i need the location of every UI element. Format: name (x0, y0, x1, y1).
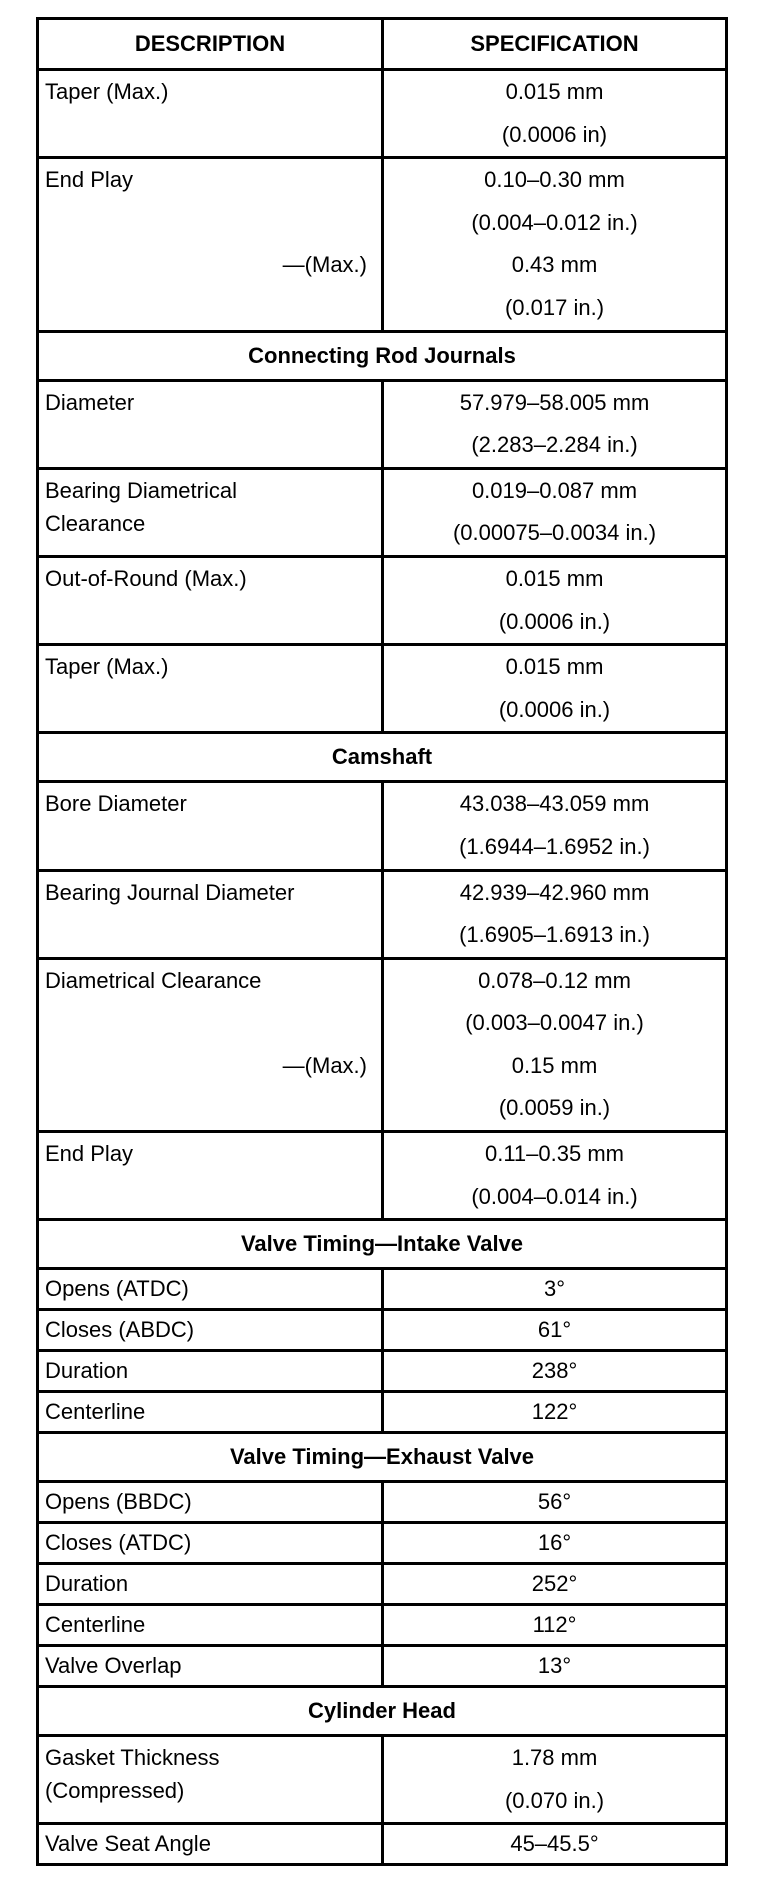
specification-cell (384, 646, 725, 731)
section-title: Connecting Rod Journals (248, 342, 516, 368)
section-header-row (39, 1685, 725, 1734)
specification-text: (1.6905–1.6913 in.) (459, 922, 650, 948)
specification-text: 112° (532, 1612, 577, 1638)
specification-text: (0.0006 in.) (498, 608, 611, 634)
specification-text: 16° (537, 1530, 572, 1556)
table-row (39, 1521, 725, 1562)
header-description: DESCRIPTION (39, 20, 384, 68)
section-header-row (39, 731, 725, 780)
specification-cell (384, 470, 725, 555)
description-cell (39, 382, 384, 467)
description-text: Diameter (45, 389, 135, 415)
specification-text: 1.78 mm (511, 1745, 598, 1771)
description-cell (39, 1352, 384, 1390)
description-text: Closes (ATDC) (45, 1530, 192, 1556)
description-text: Gasket Thickness (45, 1745, 220, 1771)
description-text: End Play (45, 1141, 134, 1167)
section-header-row (39, 1218, 725, 1267)
table-row (39, 1562, 725, 1603)
description-cell (39, 159, 384, 329)
table-header-row (39, 20, 725, 68)
specification-text: 61° (537, 1317, 572, 1343)
specification-text: 0.015 mm (505, 565, 604, 591)
description-text: Closes (ABDC) (45, 1317, 195, 1343)
table-row (39, 1390, 725, 1431)
table-row (39, 1308, 725, 1349)
specification-text: 3° (543, 1276, 566, 1302)
table-row (39, 68, 725, 156)
description-text: Clearance (45, 510, 146, 536)
max-label: —(Max.) (282, 1052, 367, 1078)
specification-cell (384, 1737, 725, 1822)
table-row (39, 467, 725, 555)
description-text: End Play (45, 167, 134, 193)
description-cell (39, 1825, 384, 1863)
specification-text: (0.0006 in.) (498, 696, 611, 722)
specification-cell (384, 1270, 725, 1308)
table-row (39, 1822, 725, 1863)
description-cell (39, 1524, 384, 1562)
table-row (39, 1603, 725, 1644)
specification-text: (2.283–2.284 in.) (471, 432, 638, 458)
table-row (39, 643, 725, 731)
specifications-table (36, 17, 728, 1866)
specification-text: 56° (537, 1489, 572, 1515)
description-text: Taper (Max.) (45, 79, 169, 104)
table-row (39, 869, 725, 957)
specification-text: (0.0006 in) (501, 121, 608, 147)
description-text: Opens (BBDC) (45, 1489, 192, 1515)
specification-cell (384, 558, 725, 643)
section-title: Valve Timing—Intake Valve (240, 1231, 524, 1257)
specification-text: 238° (531, 1358, 578, 1384)
description-text: Valve Overlap (45, 1653, 182, 1679)
description-text: Valve Seat Angle (45, 1831, 211, 1857)
description-text: Bearing Diametrical (45, 477, 237, 503)
specification-cell (384, 1311, 725, 1349)
description-text: Centerline (45, 1399, 146, 1425)
specification-cell (384, 382, 725, 467)
specification-text: (0.004–0.012 in.) (471, 209, 638, 235)
header-specification: SPECIFICATION (470, 31, 639, 56)
specification-text: (0.017 in.) (504, 294, 605, 320)
specification-text: 0.15 mm (511, 1052, 598, 1078)
table-row (39, 957, 725, 1130)
description-cell (39, 1393, 384, 1431)
table-row (39, 156, 725, 329)
description-cell (39, 960, 384, 1130)
section-title: Camshaft (331, 744, 433, 770)
description-cell (39, 783, 384, 868)
specification-cell (384, 1524, 725, 1562)
description-cell (39, 1270, 384, 1308)
specification-text: (0.003–0.0047 in.) (465, 1010, 644, 1036)
table-row (39, 1267, 725, 1308)
specification-text: 252° (531, 1571, 578, 1597)
description-cell (39, 1311, 384, 1349)
specification-cell (384, 960, 725, 1130)
description-cell (39, 71, 384, 156)
table-row (39, 1480, 725, 1521)
specification-text: 0.10–0.30 mm (484, 167, 625, 193)
specification-cell (384, 783, 725, 868)
description-text: Diametrical Clearance (45, 967, 262, 993)
specification-text: 45–45.5° (510, 1831, 599, 1857)
description-text: Bore Diameter (45, 791, 187, 817)
specification-cell (384, 1352, 725, 1390)
table-row (39, 1644, 725, 1685)
specification-text: 122° (531, 1399, 578, 1425)
specification-text: (0.004–0.014 in.) (471, 1183, 638, 1209)
specification-text: 0.43 mm (511, 252, 598, 278)
table-row (39, 555, 725, 643)
table-row (39, 780, 725, 868)
description-cell (39, 872, 384, 957)
section-header-row (39, 330, 725, 379)
max-label: —(Max.) (282, 252, 367, 278)
description-text: Opens (ATDC) (45, 1276, 189, 1302)
specification-cell (384, 1565, 725, 1603)
specification-cell (384, 1133, 725, 1218)
description-text: (Compressed) (45, 1778, 185, 1804)
description-cell (39, 646, 384, 731)
specification-text: 43.038–43.059 mm (459, 791, 650, 817)
specification-cell (384, 1606, 725, 1644)
specification-cell (384, 1825, 725, 1863)
specification-text: 0.11–0.35 mm (484, 1141, 624, 1167)
specification-cell (384, 1647, 725, 1685)
description-cell (39, 1606, 384, 1644)
specification-cell (384, 1393, 725, 1431)
table-row (39, 1349, 725, 1390)
table-row (39, 379, 725, 467)
specification-text: (0.00075–0.0034 in.) (452, 520, 657, 546)
section-title: Valve Timing—Exhaust Valve (229, 1444, 535, 1470)
description-cell (39, 558, 384, 643)
specification-text: 0.015 mm (505, 79, 604, 104)
description-cell (39, 470, 384, 555)
description-cell (39, 1133, 384, 1218)
specification-cell (384, 872, 725, 957)
specification-text: 0.019–0.087 mm (471, 477, 638, 503)
specification-text: (1.6944–1.6952 in.) (459, 833, 650, 859)
description-cell (39, 1647, 384, 1685)
section-title: Cylinder Head (308, 1698, 456, 1724)
description-cell (39, 1737, 384, 1822)
description-text: Duration (45, 1571, 129, 1597)
specification-cell (384, 1483, 725, 1521)
description-cell (39, 1565, 384, 1603)
table-row (39, 1734, 725, 1822)
description-cell (39, 1483, 384, 1521)
specification-cell (384, 71, 725, 156)
section-header-row (39, 1431, 725, 1480)
description-text: Bearing Journal Diameter (45, 879, 295, 905)
specification-text: 0.078–0.12 mm (478, 967, 631, 993)
description-text: Out-of-Round (Max.) (45, 565, 247, 591)
specification-text: 57.979–58.005 mm (459, 389, 650, 415)
specification-text: 42.939–42.960 mm (459, 879, 650, 905)
table-row (39, 1130, 725, 1218)
specification-text: (0.0059 in.) (498, 1095, 611, 1121)
specification-cell (384, 159, 725, 329)
description-text: Taper (Max.) (45, 654, 169, 680)
specification-text: (0.070 in.) (504, 1787, 605, 1813)
specification-text: 0.015 mm (505, 654, 604, 680)
description-text: Centerline (45, 1612, 146, 1638)
specification-text: 13° (537, 1653, 572, 1679)
description-text: Duration (45, 1358, 129, 1384)
